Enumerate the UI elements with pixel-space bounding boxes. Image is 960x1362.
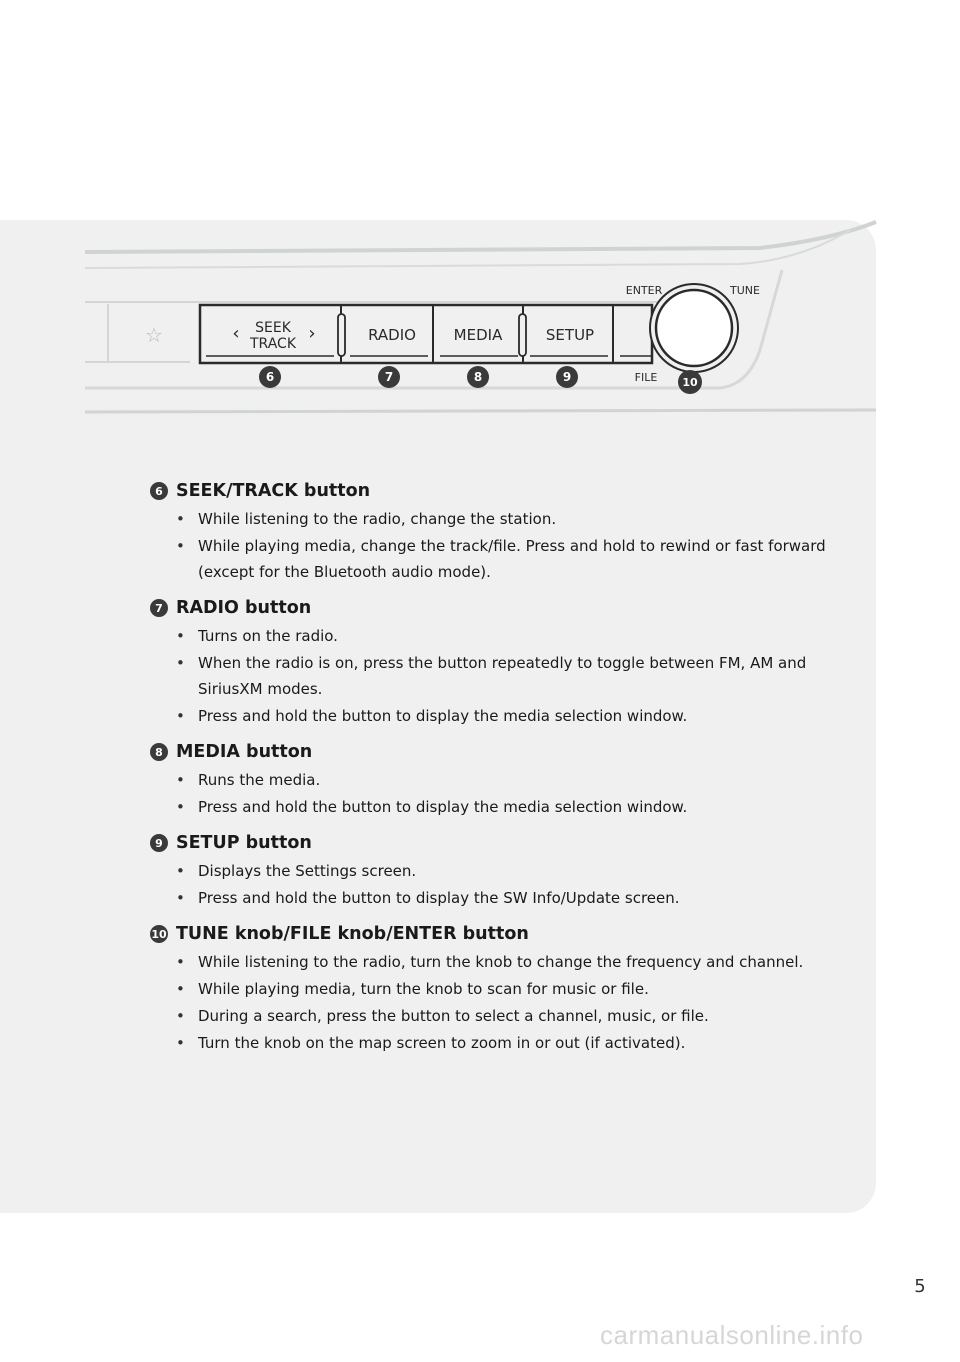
list-item: • Press and hold the button to display the media selection window. [176, 794, 850, 820]
section-title: 7 RADIO button [150, 595, 850, 621]
section-title: 8 MEDIA button [150, 739, 850, 765]
tune-knob[interactable] [656, 290, 732, 366]
callout-7 [378, 366, 400, 388]
media-button[interactable]: MEDIA [453, 326, 503, 344]
list-item: • While listening to the radio, turn the knob to change the frequency and channel. [176, 949, 850, 975]
list-item: • Turns on the radio. [176, 623, 850, 649]
list-item: • Runs the media. [176, 767, 850, 793]
list-item: • During a search, press the button to select a channel, music, or file. [176, 1003, 850, 1029]
section-number: 10 [150, 925, 168, 943]
callout-8 [467, 366, 489, 388]
section-setup [150, 830, 850, 911]
section-title: 10 TUNE knob/FILE knob/ENTER button [151, 924, 529, 944]
section-number: 7 [150, 599, 168, 617]
list-item: • Press and hold the button to display the SW Info/Update screen. [176, 885, 850, 911]
setup-button[interactable]: SETUP [545, 326, 595, 344]
section-number: 8 [150, 743, 168, 761]
seek-label: SEEK [255, 320, 291, 336]
callout-10 [678, 370, 702, 394]
list-item: • While playing media, turn the knob to scan for music or file. [176, 976, 850, 1002]
radio-button[interactable]: RADIO [368, 326, 416, 344]
section-radio [150, 595, 850, 729]
section-number: 9 [150, 834, 168, 852]
svg-text:10: 10 [682, 376, 698, 389]
button-descriptions [150, 478, 850, 1066]
star-icon: ☆ [145, 323, 163, 347]
list-item: • While listening to the radio, change the station. [176, 506, 850, 532]
section-title: 6 SEEK/TRACK button [150, 478, 850, 504]
list-item: • Turn the knob on the map screen to zoom in or out (if activated). [176, 1030, 850, 1056]
tune-label: TUNE [730, 284, 760, 297]
control-panel-illustration [0, 220, 880, 440]
seek-track-button[interactable] [232, 320, 315, 352]
section-seek-track [150, 478, 850, 585]
list-item: • While playing media, change the track/file. Press and hold to rewind or fast forward (except for the Bluetooth audio mode). [176, 533, 850, 585]
svg-text:6: 6 [265, 370, 275, 384]
enter-label: ENTER [625, 284, 663, 297]
svg-text:9: 9 [562, 370, 572, 384]
section-tune-knob [150, 921, 850, 1056]
file-label: FILE [634, 371, 658, 384]
list-item: • When the radio is on, press the button repeatedly to toggle between FM, AM and SiriusXM modes. [176, 650, 850, 702]
page-number: 5 [914, 1276, 926, 1297]
list-item: • Press and hold the button to display the media selection window. [176, 703, 850, 729]
list-item: • Displays the Settings screen. [176, 858, 850, 884]
watermark: carmanualsonline.info [600, 1320, 864, 1350]
svg-text:7: 7 [384, 370, 394, 384]
callout-9 [556, 366, 578, 388]
callout-6 [259, 366, 281, 388]
seek-back-icon: ‹ [232, 323, 240, 344]
section-number: 6 [150, 482, 168, 500]
section-media [150, 739, 850, 820]
section-title: 9 SETUP button [150, 830, 850, 856]
seek-forward-icon: › [308, 323, 316, 344]
track-label: TRACK [250, 336, 296, 352]
svg-text:8: 8 [473, 370, 483, 384]
